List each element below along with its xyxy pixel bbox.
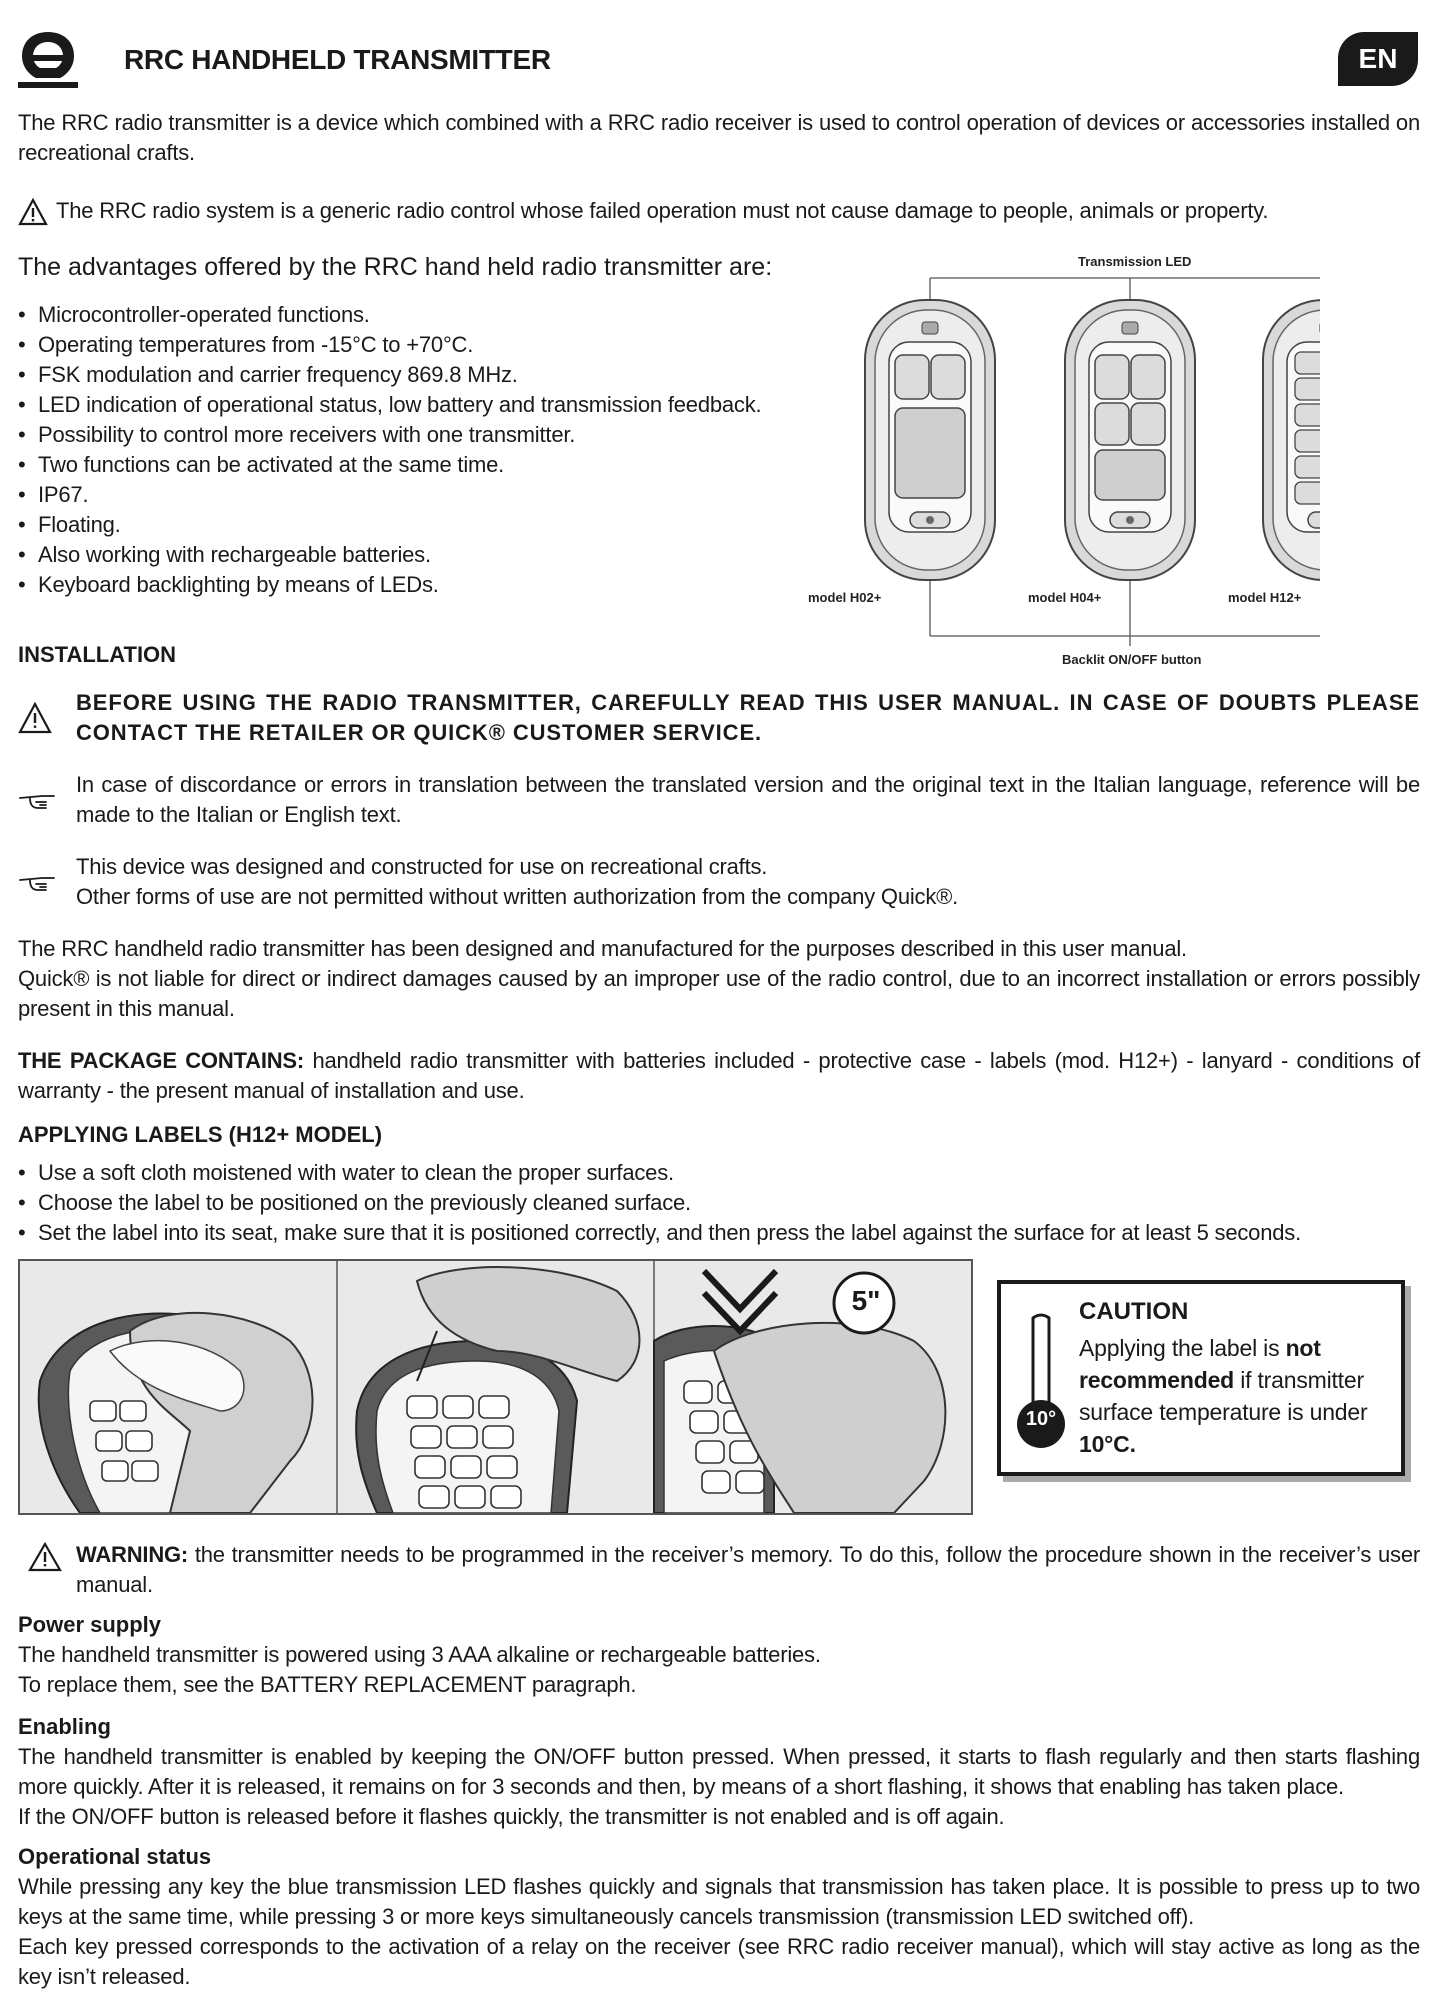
use-note-line1: This device was designed and constructed for use on recreational crafts. [76,854,768,879]
caution-text-d: 10°C. [1079,1431,1136,1457]
advantages-heading: The advantages offered by the RRC hand held radio transmitter are: [18,253,773,281]
pointing-hand-icon [18,868,58,894]
page-header [18,28,1418,92]
caution-text-b: not recommended [1079,1335,1321,1393]
power-section [18,1610,1420,1700]
use-note [18,852,1420,912]
transmitter-h04-icon [1065,300,1195,580]
translation-note-text: In case of discordance or errors in translation between the translated version and the original text in the Italian language, reference will be made to the Italian or English text. [76,772,1420,827]
list-item: • Set the label into its seat, make sure that it is positioned correctly, and then press the label against the surface for at least 5 seconds. [18,1218,1420,1248]
advantages-section [18,250,798,600]
model-label: model H02+ [808,590,882,605]
quick-logo-icon [18,28,78,90]
list-item: • Floating. [18,510,798,540]
labels-steps-list [18,1158,1420,1248]
intro-paragraph: The RRC radio transmitter is a device which combined with a RRC radio receiver is used to control operation of devices or accessories installed on recreational crafts. [18,110,1420,165]
choose-label-step-icon [356,1267,639,1513]
caution-text-c: if transmitter surface temperature is under [1079,1367,1368,1425]
caution-text [1079,1332,1399,1460]
list-item: • Keyboard backlighting by means of LEDs. [18,570,798,600]
models-svg [800,248,1320,648]
language-badge: EN [1338,32,1418,86]
transmitter-h12-icon [1263,300,1320,580]
caution-title: CAUTION [1079,1298,1189,1325]
model-label: model H12+ [1228,590,1302,605]
read-manual-text: BEFORE USING THE RADIO TRANSMITTER, CAREFULLY READ THIS USER MANUAL. IN CASE OF DOUBTS PLEASE CONTACT THE RETAILER OR QUICK® CUSTOMER SERVICE. [76,690,1420,745]
translation-note [18,770,1420,830]
list-item: • Two functions can be activated at the same time. [18,450,798,480]
thermometer-icon [1013,1312,1069,1452]
page-title: RRC HANDHELD TRANSMITTER [124,44,551,75]
thermometer-value: 10° [1025,1408,1057,1430]
enabling-heading: Enabling [18,1714,111,1739]
power-heading: Power supply [18,1612,162,1637]
programming-warning-text [76,1540,1420,1600]
enabling-section [18,1712,1420,1832]
operational-section [18,1842,1420,1992]
list-item: • Operating temperatures from -15°C to +70°C. [18,330,798,360]
list-item: • IP67. [18,480,798,510]
enabling-paragraph: If the ON/OFF button is released before it flashes quickly, the transmitter is not enabled and is off again. [18,1804,1005,1829]
use-note-line2: Other forms of use are not permitted without written authorization from the company Quick®. [76,884,959,909]
power-line1: The handheld transmitter is powered using 3 AAA alkaline or rechargeable batteries. [18,1642,821,1667]
warning-triangle-icon [18,198,48,226]
programming-warning [18,1540,1420,1600]
operational-paragraph: Each key pressed corresponds to the activation of a relay on the receiver (see RRC radio receiver manual), which will stay active as long as the key isn’t released. [18,1934,1420,1989]
operational-heading: Operational status [18,1844,212,1869]
operational-paragraph: While pressing any key the blue transmission LED flashes quickly and signals that transmission has taken place. It is possible to press up to two keys at the same time, while pressing 3 or more keys simultaneously cancels transmission (transmission LED switched off). [18,1874,1420,1929]
transmission-led-label: Transmission LED [1078,254,1192,269]
caution-text-a: Applying the label is [1079,1335,1286,1361]
five-seconds-label: 5" [851,1285,881,1316]
advantages-list [18,300,798,600]
package-label: THE PACKAGE CONTAINS: [18,1048,305,1073]
pointing-hand-icon [18,786,58,812]
purpose-line2: Quick® is not liable for direct or indirect damages caused by an improper use of the radio control, due to an incorrect installation or errors possibly present in this manual. [18,966,1420,1021]
list-item: • FSK modulation and carrier frequency 869.8 MHz. [18,360,798,390]
generic-warning [18,196,1420,226]
transmitter-h02-icon [865,300,995,580]
warning-triangle-icon [28,1542,62,1572]
warning-text: the transmitter needs to be programmed in the receiver’s memory. To do this, follow the procedure shown in the receiver’s user manual. [76,1542,1420,1597]
list-item: • Microcontroller-operated functions. [18,300,798,330]
purpose-line1: The RRC handheld radio transmitter has been designed and manufactured for the purposes described in this user manual. [18,936,1187,961]
model-label: model H04+ [1028,590,1102,605]
read-manual-warning [18,688,1420,748]
transmitter-models-diagram [800,248,1320,670]
package-text: handheld radio transmitter with batteries included - protective case - labels (mod. H12+) - lanyard - conditions of warranty - the present manual of installation and use. [18,1048,1420,1103]
list-item: • Possibility to control more receivers with one transmitter. [18,420,798,450]
warning-triangle-icon [18,702,52,734]
labels-heading: APPLYING LABELS (H12+ MODEL) [18,1122,383,1147]
purpose-paragraph [18,934,1420,1024]
package-contents [18,1046,1420,1106]
caution-box [997,1280,1405,1476]
list-item: • Choose the label to be positioned on the previously cleaned surface. [18,1188,1420,1218]
list-item: • Use a soft cloth moistened with water to clean the proper surfaces. [18,1158,1420,1188]
wipe-step-icon [39,1313,313,1513]
press-label-step-icon [654,1271,945,1513]
label-steps-svg [20,1261,971,1513]
generic-warning-text: The RRC radio system is a generic radio control whose failed operation must not cause damage to people, animals or property. [56,198,1269,223]
installation-heading: INSTALLATION [18,642,177,667]
enabling-paragraph: The handheld transmitter is enabled by keeping the ON/OFF button pressed. When pressed, it starts to flash regularly and then starts flashing more quickly. After it is released, it remains on for 3 seconds and then, by means of a short flashing, it shows that enabling has taken place. [18,1744,1420,1799]
list-item: • Also working with rechargeable batteries. [18,540,798,570]
power-line2: To replace them, see the BATTERY REPLACEMENT paragraph. [18,1672,637,1697]
label-application-illustration [18,1259,973,1515]
list-item: • LED indication of operational status, low battery and transmission feedback. [18,390,798,420]
warning-label: WARNING: [76,1542,189,1567]
backlit-button-label: Backlit ON/OFF button [1062,652,1202,667]
